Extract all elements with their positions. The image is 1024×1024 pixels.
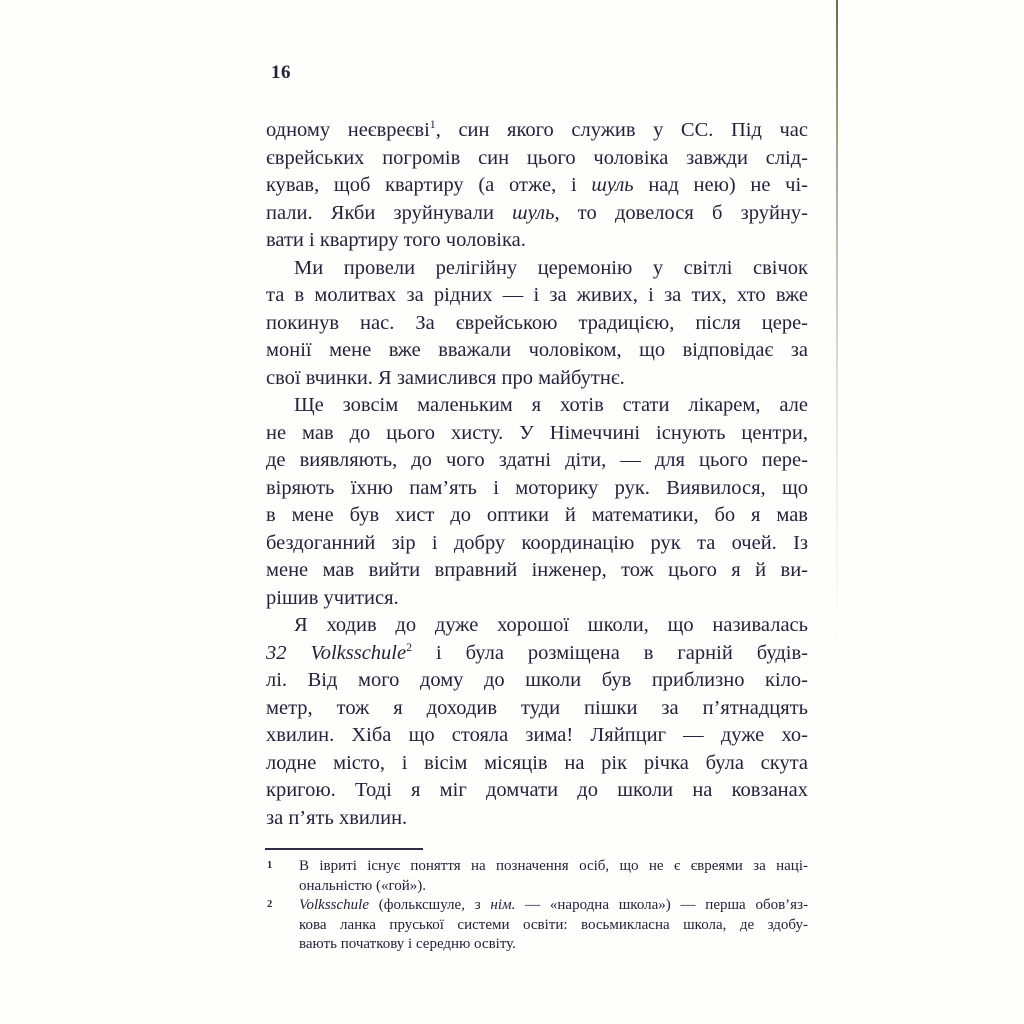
text-segment: хвилин. Хіба що стояла зима! Ляйпциг — дуже хо- <box>266 724 808 746</box>
text-segment: лі. Від мого дому до школи був приблизно кіло- <box>266 669 808 691</box>
text-line <box>266 227 808 255</box>
text-segment: , то довелося б зруйну- <box>554 201 808 224</box>
body-paragraph <box>266 392 808 612</box>
text-line <box>266 255 808 283</box>
text-line <box>266 420 808 448</box>
text-line <box>299 857 808 877</box>
text-line <box>266 117 808 145</box>
text-segment: метр, тож я доходив туди пішки за п’ятнадцять <box>266 696 808 719</box>
text-segment: 32 Volksschule <box>266 641 407 664</box>
text-segment: ональністю («гой»). <box>299 877 427 894</box>
text-line <box>266 145 808 173</box>
text-segment: в мене був хист до оптики й математики, бо я мав <box>266 504 808 526</box>
text-segment: одному неєвреєві <box>266 119 430 141</box>
text-segment: над нею) не чі- <box>633 174 808 196</box>
text-segment: В івриті існує поняття на позначення осіб, що не є євреями за наці- <box>299 858 808 874</box>
footnote-item <box>266 857 808 896</box>
text-segment: рішив учитися. <box>266 586 399 609</box>
text-segment: шуль <box>512 201 555 224</box>
text-line <box>299 896 808 916</box>
text-segment: кова ланка пруської системи освіти: восьмикласна школа, де здобу- <box>299 916 808 933</box>
text-line <box>266 557 808 585</box>
text-line <box>266 502 808 530</box>
text-line <box>266 722 808 750</box>
footnote-reference: 1 <box>429 117 436 132</box>
text-segment: кував, щоб квартиру (а отже, і <box>266 174 592 196</box>
text-line <box>266 530 808 558</box>
text-segment: (фольксшуле, з <box>368 897 491 913</box>
text-line <box>266 200 808 228</box>
text-line <box>266 640 808 668</box>
text-line <box>299 916 808 936</box>
text-line <box>266 667 808 695</box>
text-segment: пали. Якби зруйнували <box>266 201 513 224</box>
text-line <box>266 447 808 475</box>
text-line <box>266 777 808 805</box>
body-paragraph <box>266 612 808 832</box>
text-segment: Я ходив до дуже хорошої школи, що називалась <box>294 614 808 636</box>
text-line <box>266 310 808 338</box>
text-segment: єврейських погромів син цього чоловіка завжди слід- <box>266 146 808 169</box>
text-line <box>266 695 808 723</box>
text-segment: Volksschule <box>299 897 369 913</box>
body-paragraph <box>266 117 808 255</box>
text-segment: Ми провели релігійну церемонію у світлі свічок <box>294 256 808 279</box>
footnote-marker: 2 <box>267 899 273 910</box>
text-segment: — «народна школа») — перша обов’яз- <box>515 897 808 913</box>
text-segment: вають початкову і середню освіту. <box>299 936 516 952</box>
body-paragraph <box>266 255 808 393</box>
text-segment: і була розміщена в гарній будів- <box>412 641 808 664</box>
page-number: 16 <box>271 62 291 83</box>
text-segment: , син якого служив у СС. Під час <box>435 119 808 141</box>
text-line <box>299 877 808 897</box>
page-edge-scan-artifact <box>836 0 838 650</box>
footnotes-section <box>266 857 808 955</box>
text-line <box>266 282 808 310</box>
text-segment: лодне місто, і вісім місяців на рік річка була скута <box>266 751 808 774</box>
footnote-marker: 1 <box>267 860 273 871</box>
text-segment: Ще зовсім маленьким я хотів стати лікарем, але <box>294 394 808 416</box>
text-segment: кригою. Тоді я міг домчати до школи на ковзанах <box>266 779 808 801</box>
text-segment: де виявляють, до чого здатні діти, — для цього пере- <box>266 449 808 471</box>
text-line <box>266 585 808 613</box>
text-segment: вати і квартиру того чоловіка. <box>266 229 526 251</box>
footnote-item <box>266 896 808 955</box>
text-segment: та в молитвах за рідних — і за живих, і за тих, хто вже <box>266 284 808 306</box>
text-segment: шуль <box>591 174 634 196</box>
text-line <box>266 365 808 393</box>
text-segment: бездоганний зір і добру координацію рук та очей. Із <box>266 531 808 554</box>
text-segment: мене мав вийти вправний інженер, тож цього я й ви- <box>266 559 808 581</box>
footnote-separator-rule <box>265 848 423 850</box>
text-segment: покинув нас. За єврейською традицією, після цере- <box>266 311 808 334</box>
footnote-reference: 2 <box>406 639 413 654</box>
text-line <box>266 750 808 778</box>
text-segment: віряють їхню пам’ять і моторику рук. Виявилося, що <box>266 476 808 499</box>
text-line <box>266 805 808 833</box>
body-text <box>266 117 808 832</box>
text-line <box>266 475 808 503</box>
text-segment: за п’ять хвилин. <box>266 806 408 829</box>
text-line <box>266 337 808 365</box>
text-line <box>266 392 808 420</box>
text-line <box>266 172 808 200</box>
text-segment: свої вчинки. Я замислився про майбутнє. <box>266 366 625 389</box>
text-line <box>299 935 808 955</box>
text-line <box>266 612 808 640</box>
text-segment: не мав до цього хисту. У Німеччині існують центри, <box>266 421 808 444</box>
text-segment: монії мене вже вважали чоловіком, що відповідає за <box>266 339 808 361</box>
text-segment: нім. <box>490 897 516 913</box>
